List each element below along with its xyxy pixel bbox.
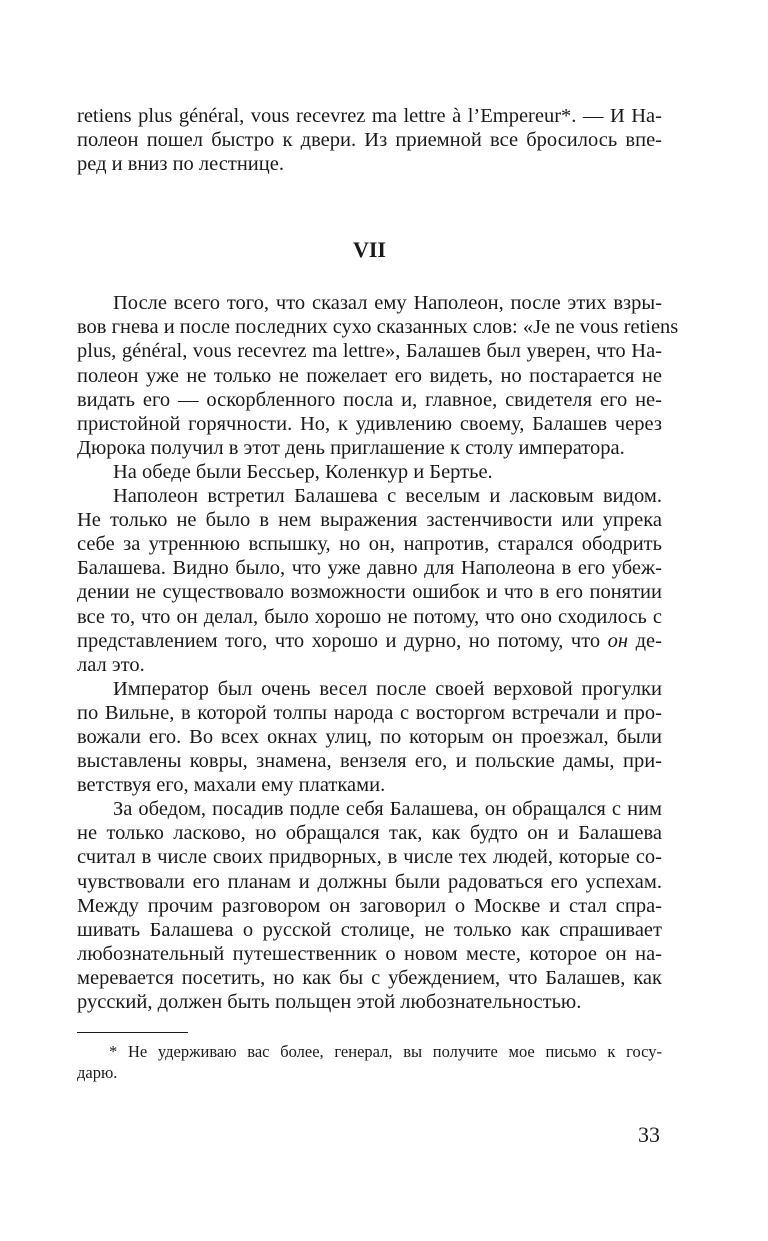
text-line: retiens plus général, vous recevrez ma lettre à l’Empereur*. — И На- — [77, 105, 662, 127]
text-line: полеон пошел быстро к двери. Из приемной все бросилось впе- — [77, 129, 662, 152]
text-line: видать его — оскорбленного посла и, главное, свидетеля его не- — [77, 388, 662, 411]
text-line: На обеде были Бессьер, Коленкур и Бертье. — [113, 460, 493, 483]
text-line: ветствуя его, махали ему платками. — [77, 774, 386, 797]
text-line: русский, должен быть польщен этой любознательностью. — [77, 991, 582, 1013]
text-line: шивать Балашева о русской столице, не только как спрашивает — [77, 918, 662, 941]
text-line: После всего того, что сказал ему Наполеон, после этих взры- — [113, 292, 662, 315]
footnote-line: * Не удерживаю вас более, генерал, вы получите мое письмо к госу- — [109, 1042, 662, 1062]
text-line-with-italic — [77, 629, 662, 653]
text-line: себе за утреннюю вспышку, но он, напротив, старался ободрить — [77, 533, 662, 556]
text-line: лал это. — [77, 653, 145, 676]
paragraph-2 — [77, 460, 662, 484]
top-paragraph — [77, 104, 662, 176]
text-line: вов гнева и после последних сухо сказанных слов: «Je ne vous retiens — [77, 316, 679, 339]
footnote-divider — [77, 1032, 188, 1033]
text-line: меревается посетить, но как бы с убеждением, что Балашев, как — [77, 966, 662, 989]
text-line: любознательный путешественник о новом месте, которое он на- — [77, 942, 662, 965]
book-page — [77, 104, 679, 1083]
text-line: считал в числе своих придворных, в числе тех людей, которые со- — [77, 846, 662, 869]
text-line: все то, что он делал, было хорошо не потому, что оно сходилось с — [77, 605, 662, 628]
text-line: Не только не было в нем выражения застенчивости или упрека — [77, 509, 662, 532]
paragraph-4 — [77, 677, 662, 797]
text-line: Император был очень весел после своей верховой прогулки — [113, 677, 662, 700]
text-line: Балашева. Видно было, что уже давно для Наполеона в его убеж- — [77, 557, 662, 580]
text-line: Дюрока получил в этот день приглашение к столу императора. — [77, 436, 625, 459]
text-line: дении не существовало возможности ошибок и что в его понятии — [77, 581, 662, 604]
text-line: по Вильне, в которой толпы народа с восторгом встречали и про- — [77, 701, 662, 724]
text-line: вожали его. Во всех окнах улиц, по которым он проезжал, были — [77, 725, 662, 748]
text-line: пристойной горячности. Но, к удивлению своему, Балашев через — [77, 412, 662, 435]
paragraph-3 — [77, 484, 662, 677]
text-line: не только ласково, но обращался так, как будто он и Балашева — [77, 822, 662, 845]
text-line: Наполеон встретил Балашева с веселым и ласковым видом. — [113, 485, 662, 508]
text-line: полеон уже не только не пожелает его видеть, но постарается не — [77, 364, 662, 387]
chapter-heading: VII — [352, 237, 386, 263]
page-number: 33 — [638, 1122, 660, 1147]
text-segment: представлением того, что хорошо и дурно, но потому, что — [77, 629, 608, 652]
paragraph-1 — [77, 291, 679, 460]
text-line: выставлены ковры, знамена, вензеля его, и польские дамы, при- — [77, 750, 662, 773]
text-line: За обедом, посадив подле себя Балашева, он обращался с ним — [113, 798, 662, 821]
text-line: plus, général, vous recevrez ma lettre», Балашев был уверен, что На- — [77, 340, 662, 363]
footnote — [77, 1041, 662, 1083]
text-segment: де- — [628, 629, 662, 652]
text-line: чувствовали его планам и должны были радоваться его успехам. — [77, 870, 662, 893]
footnote-line: дарю. — [77, 1063, 118, 1083]
text-line: ред и вниз по лестнице. — [77, 153, 284, 176]
paragraph-5 — [77, 797, 662, 1014]
italic-word: он — [607, 629, 629, 652]
text-line: Между прочим разговором он заговорил о Москве и стал спра- — [77, 894, 662, 917]
